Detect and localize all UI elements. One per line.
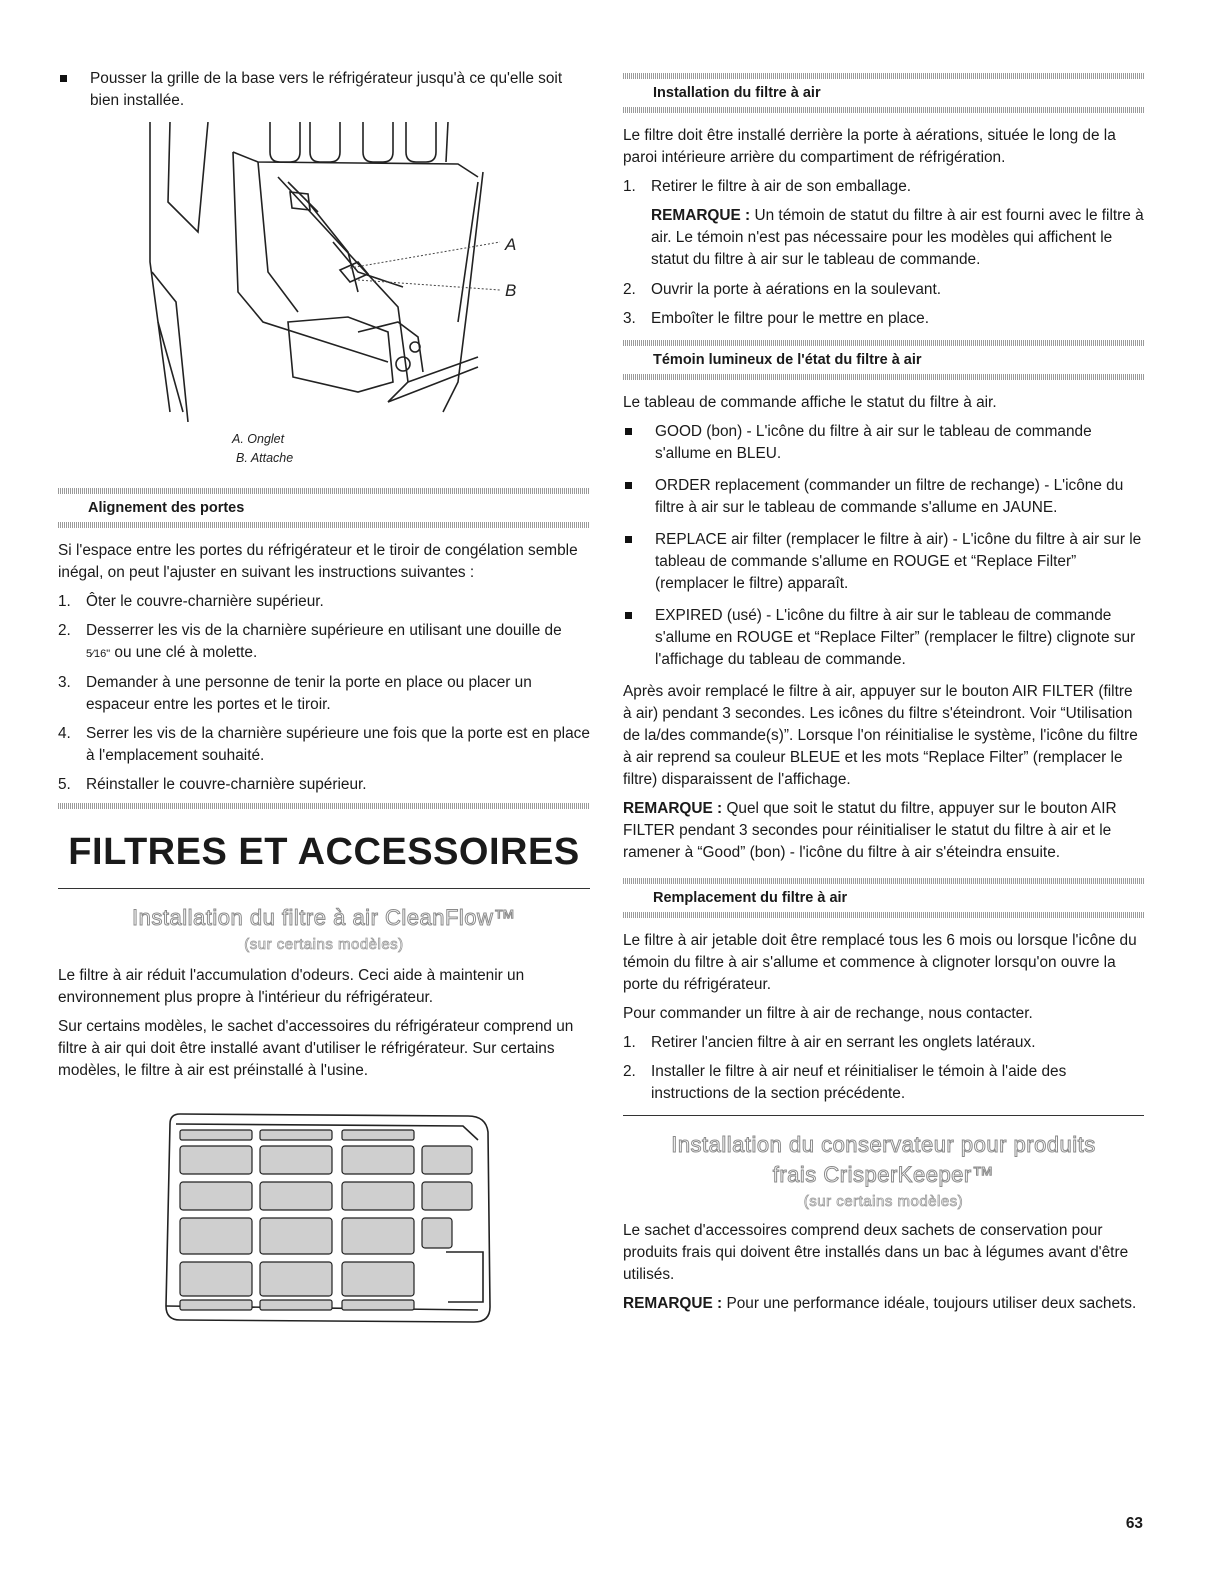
bullet-square xyxy=(60,75,67,82)
section-rule xyxy=(58,888,590,889)
fraction: 5⁄16" xyxy=(86,648,111,660)
replace-paragraph-2: Pour commander un filtre à air de rechange, nous contacter. xyxy=(623,1005,1033,1022)
indicator-heading-block xyxy=(623,340,1144,380)
indicator-bullet-good: GOOD (bon) - L'icône du filtre à air sur le tableau de commande s'allume en BLEU. xyxy=(623,421,1144,465)
door-step-2: 2. Desserrer les vis de la charnière supérieure en utilisant une douille de 5⁄16" ou une clé à molette. xyxy=(58,622,562,661)
install-note: REMARQUE : Un témoin de statut du filtre à air est fourni avec le filtre à air. Le témoin n'est pas nécessaire pour les modèles qui affichent le statut du filtre à air sur le tableau de commande. xyxy=(651,207,1144,268)
door-step-3: 3. Demander à une personne de tenir la porte en place ou placer un espaceur entre les portes et le tiroir. xyxy=(58,674,532,713)
bullet-square xyxy=(625,536,632,543)
install-step-2: 2. Ouvrir la porte à aérations en la soulevant. xyxy=(623,281,942,298)
bullet-square xyxy=(625,428,632,435)
hatch-divider xyxy=(58,522,590,528)
hatch-divider xyxy=(623,107,1144,113)
indicator-note: REMARQUE : Quel que soit le statut du filtre, appuyer sur le bouton AIR FILTER pendant 3 secondes pour réinitialiser le statut du filtre à air et le ramener à “Good” (bon) - l'icône du filtre à air s'éteindra ensuite. xyxy=(623,800,1117,861)
crisper-heading-line-1: Installation du conservateur pour produits xyxy=(671,1132,1096,1157)
indicator-heading: Témoin lumineux de l'état du filtre à air xyxy=(653,352,922,368)
hatch-divider xyxy=(623,912,1144,918)
door-step-1: 1. Ôter le couvre-charnière supérieur. xyxy=(58,593,324,610)
cleanflow-subheading: (sur certains modèles) xyxy=(244,936,404,953)
replace-step-1: 1. Retirer l'ancien filtre à air en serrant les onglets latéraux. xyxy=(623,1034,1036,1051)
air-filter-figure xyxy=(58,1102,590,1332)
crisper-paragraph: Le sachet d'accessoires comprend deux sachets de conservation pour produits frais qui doivent être installés dans un bac à légumes avant d'être utilisés. xyxy=(623,1222,1129,1283)
page-number: 63 xyxy=(1125,1515,1143,1532)
indicator-bullet-order: ORDER replacement (commander un filtre de rechange) - L'icône du filtre à air sur le tableau de commande s'allume en JAUNE. xyxy=(623,475,1144,519)
door-step-5: 5. Réinstaller le couvre-charnière supérieur. xyxy=(58,776,367,793)
crisper-heading-line-2: frais CrisperKeeper™ xyxy=(772,1162,995,1187)
door-alignment-intro: Si l'espace entre les portes du réfrigérateur et le tiroir de congélation semble inégal, on peut l'ajuster en suivant les instructions suivantes : xyxy=(58,542,578,581)
section-rule xyxy=(623,1115,1144,1116)
grille-installation-figure xyxy=(58,122,590,422)
hatch-divider xyxy=(58,803,590,809)
crisper-note: REMARQUE : Pour une performance idéale, toujours utiliser deux sachets. xyxy=(623,1295,1137,1312)
figure-caption xyxy=(58,430,590,468)
left-column xyxy=(58,0,590,1332)
replace-heading: Remplacement du filtre à air xyxy=(653,890,848,906)
cleanflow-heading: Installation du filtre à air CleanFlow™ xyxy=(132,905,516,930)
door-alignment-heading-block xyxy=(58,488,590,528)
replace-heading-block xyxy=(623,878,1144,918)
install-heading-block xyxy=(623,73,1144,113)
install-step-1: 1. Retirer le filtre à air de son emballage. xyxy=(623,178,912,195)
caption-a: A. Onglet xyxy=(232,432,285,446)
bullet-square xyxy=(625,612,632,619)
replace-paragraph-1: Le filtre à air jetable doit être remplacé tous les 6 mois ou lorsque l'icône du témoin du filtre à air s'allume et commence à clignoter lorsqu'on ouvre la porte du réfrigérateur. xyxy=(623,932,1137,993)
indicator-intro: Le tableau de commande affiche le statut du filtre à air. xyxy=(623,394,997,411)
bullet-square xyxy=(625,482,632,489)
replace-step-2: 2. Installer le filtre à air neuf et réinitialiser le témoin à l'aide des instructions de la section précédente. xyxy=(623,1063,1067,1102)
main-section-title: FILTRES ET ACCESSOIRES xyxy=(68,831,580,873)
right-column xyxy=(623,0,1144,1322)
cleanflow-paragraph-2: Sur certains modèles, le sachet d'accessoires du réfrigérateur comprend un filtre à air qui doit être installé avant d'utiliser le réfrigérateur. Sur certains modèles, le filtre à air est préinstallé à l'usine. xyxy=(58,1018,574,1079)
indicator-bullet-expired: EXPIRED (usé) - L'icône du filtre à air sur le tableau de commande s'allume en ROUGE et “Replace Filter” (remplacer le filtre) clignote sur l'affichage du tableau de commande. xyxy=(623,605,1144,671)
cleanflow-paragraph-1: Le filtre à air réduit l'accumulation d'odeurs. Ceci aide à maintenir un environnement plus propre à l'intérieur du réfrigérateur. xyxy=(58,967,525,1006)
figure-label-a: A xyxy=(505,235,517,254)
figure-label-b: B xyxy=(505,281,517,300)
door-alignment-heading: Alignement des portes xyxy=(88,500,245,516)
install-heading: Installation du filtre à air xyxy=(653,85,821,101)
caption-b: B. Attache xyxy=(236,451,294,465)
install-step-3: 3. Emboîter le filtre pour le mettre en place. xyxy=(623,310,930,327)
hatch-divider xyxy=(623,374,1144,380)
indicator-bullet-replace: REPLACE air filter (remplacer le filtre à air) - L'icône du filtre à air sur le tableau de commande s'allume en ROUGE et “Replace Filter” (remplacer le filtre) apparaît. xyxy=(623,529,1144,595)
door-step-4: 4. Serrer les vis de la charnière supérieure une fois que la porte est en place à l'emplacement souhaité. xyxy=(58,725,590,764)
crisper-subheading: (sur certains modèles) xyxy=(803,1193,964,1210)
intro-bullet: Pousser la grille de la base vers le réfrigérateur jusqu'à ce qu'elle soit bien installée. xyxy=(58,68,590,112)
install-intro: Le filtre doit être installé derrière la porte à aérations, située le long de la paroi intérieure arrière du compartiment de réfrigération. xyxy=(623,127,1116,166)
indicator-after-text: Après avoir remplacé le filtre à air, appuyer sur le bouton AIR FILTER (filtre à air) pendant 3 secondes. Les icônes du filtre s'éteindront. Voir “Utilisation de la/des commande(s)”. Lorsque l'on réinitialise le système, l'icône du filtre à air reprend sa couleur BLEUE et les mots “Replace Filter” (remplacer le filtre) disparaissent de l'affichage. xyxy=(623,683,1138,788)
